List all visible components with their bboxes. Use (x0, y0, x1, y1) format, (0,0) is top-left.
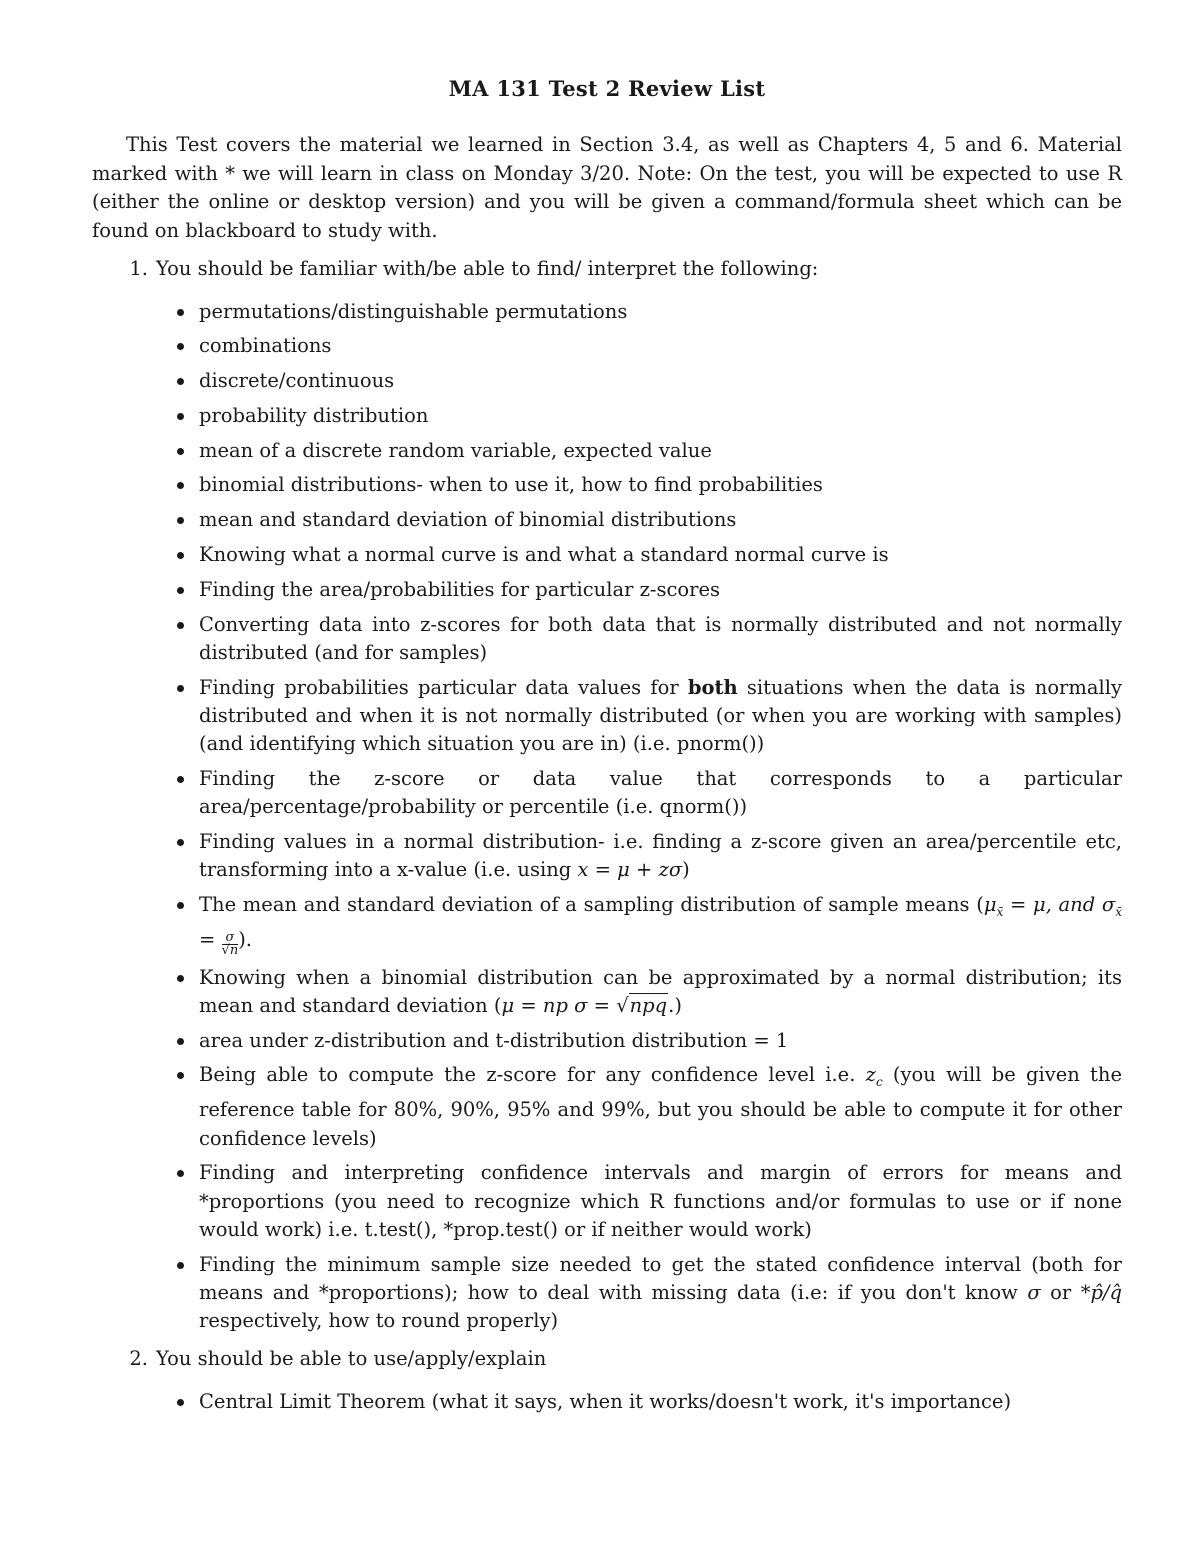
section-heading-text: You should be familiar with/be able to find/ interpret the following: (156, 257, 819, 280)
list-item: Converting data into z-scores for both data that is normally distributed and not normally distributed (and for samples) (175, 611, 1122, 667)
section-number: 1. (129, 257, 148, 280)
bullet-icon (177, 685, 184, 692)
intro-paragraph: This Test covers the material we learned in Section 3.4, as well as Chapters 4, 5 and 6. Material marked with * we will learn in class on Monday 3/20. Note: On the test, you will be expected to use R (either the online or desktop version) and you will be given a command/formula sheet which can be found on blackboard to study with. (92, 133, 1122, 242)
bullet-icon (177, 343, 184, 350)
section-2-heading (92, 1345, 1122, 1374)
list-item: Knowing what a normal curve is and what a standard normal curve is (175, 541, 1122, 569)
bullet-icon (177, 776, 184, 783)
section-1-heading (92, 255, 1122, 284)
bullet-icon (177, 587, 184, 594)
list-item: Finding values in a normal distribution- i.e. finding a z-score given an area/percentile etc, transforming into a x-value (i.e. using x = μ + zσ) (175, 828, 1122, 884)
bullet-icon (177, 378, 184, 385)
sqrt-term: npq (629, 993, 668, 1017)
list-item: area under z-distribution and t-distribution distribution = 1 (175, 1027, 1122, 1055)
list-item: mean of a discrete random variable, expected value (175, 437, 1122, 465)
bullet-icon (177, 517, 184, 524)
list-item: binomial distributions- when to use it, how to find probabilities (175, 471, 1122, 499)
list-item: Finding probabilities particular data values for both situations when the data is normally distributed and when it is not normally distributed (or when you are working with samples) (and identifying which situation you are in) (i.e. pnorm()) (175, 674, 1122, 759)
formula: μ (983, 892, 997, 916)
section-number: 2. (129, 1347, 148, 1371)
document-page (92, 70, 1122, 1426)
list-item: Finding the minimum sample size needed to get the stated confidence interval (both for means and *proportions); how to deal with missing data (i.e: if you don't know σ or *p̂/q̂ respectively, how to round properly) (175, 1251, 1122, 1336)
bullet-icon (177, 839, 184, 846)
bullet-icon (177, 309, 184, 316)
bullet-icon (177, 1072, 184, 1079)
list-item: Being able to compute the z-score for any confidence level i.e. $z_c$ (you will be given the reference table for 80%, 90%, 95% and 99%, but you should be able to compute it for other confidence levels) (175, 1061, 1122, 1153)
section-1-list (92, 298, 1122, 1336)
list-item: mean and standard deviation of binomial distributions (175, 506, 1122, 534)
list-item: Finding and interpreting confidence intervals and margin of errors for means and *proportions (you need to recognize which R functions and/or formulas to use or if none would work) i.e. t.test(), *prop.test() or if neither would work) (175, 1159, 1122, 1244)
list-item: Central Limit Theorem (what it says, when it works/doesn't work, it's importance) (175, 1388, 1122, 1416)
list-item: probability distribution (175, 402, 1122, 430)
bullet-icon (177, 1038, 184, 1045)
list-item: Finding the z-score or data value that corresponds to a particular area/percentage/probability or percentile (i.e. qnorm()) (175, 765, 1122, 821)
list-item: Knowing when a binomial distribution can be approximated by a normal distribution; its mean and standard deviation (μ = np σ = √npq.) (175, 964, 1122, 1020)
section-1 (92, 255, 1122, 1335)
formula: μ = np (501, 993, 568, 1017)
list-item: permutations/distinguishable permutations (175, 298, 1122, 326)
bullet-icon (177, 552, 184, 559)
list-item: Finding the area/probabilities for particular z-scores (175, 576, 1122, 604)
fraction: $\frac{\sigma}{√n}$ (221, 929, 239, 958)
bullet-icon (177, 975, 184, 982)
bullet-icon (177, 622, 184, 629)
bullet-icon (177, 1399, 184, 1406)
bullet-icon (177, 448, 184, 455)
list-item: The mean and standard deviation of a sampling distribution of sample means ($\mu_{x̄} = \mu$, and $\sigma_{x̄}$ = $\frac{\sigma}{√n}$ ). (175, 891, 1122, 957)
formula: z (865, 1063, 876, 1087)
page-title: MA 131 Test 2 Review List (448, 76, 766, 101)
section-2 (92, 1345, 1122, 1416)
section-2-list (92, 1388, 1122, 1416)
bullet-icon (177, 413, 184, 420)
bullet-icon (177, 902, 184, 909)
bullet-icon (177, 1262, 184, 1269)
list-item: combinations (175, 332, 1122, 360)
list-item: discrete/continuous (175, 367, 1122, 395)
formula: x = μ + zσ (577, 858, 683, 882)
bullet-icon (177, 482, 184, 489)
section-heading-text: You should be able to use/apply/explain (156, 1347, 547, 1371)
bullet-icon (177, 1170, 184, 1177)
